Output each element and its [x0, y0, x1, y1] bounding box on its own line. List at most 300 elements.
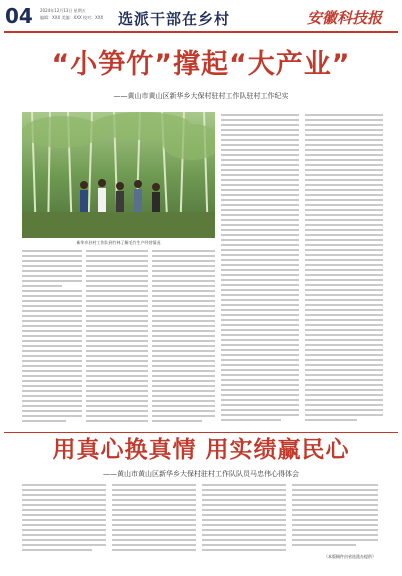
body-text-line [305, 259, 383, 261]
body-text-line [221, 239, 299, 241]
body-text-line [112, 534, 196, 536]
body-text-line [292, 529, 378, 531]
body-text-line [221, 329, 299, 331]
body-text-line [292, 504, 378, 506]
body-text-line [305, 179, 383, 181]
body-text-line [305, 379, 383, 381]
body-text-line [22, 549, 92, 551]
body-text-line [22, 519, 106, 521]
body-text-line [305, 369, 383, 371]
body-text-line [221, 114, 299, 116]
body-text-line [86, 405, 148, 407]
body-text-line [305, 239, 383, 241]
body-text-line [152, 295, 215, 297]
body-text-line [22, 325, 82, 327]
body-text-line [22, 340, 82, 342]
body-text-line [221, 419, 281, 421]
body-text-line [22, 300, 82, 302]
body-text-line [152, 290, 215, 292]
article-divider [4, 432, 398, 433]
body-text-line [221, 224, 299, 226]
body-text-line [86, 320, 148, 322]
body-text-line [22, 285, 62, 287]
body-text-line [202, 484, 286, 486]
body-text-line [221, 124, 299, 126]
body-text-line [86, 380, 148, 382]
body-text-line [305, 169, 383, 171]
body-text-line [221, 259, 299, 261]
body-text-line [152, 345, 215, 347]
body-text-line [221, 179, 299, 181]
body-text-line [305, 254, 383, 256]
body-text-line [22, 260, 82, 262]
body-text-line [86, 255, 148, 257]
body-text-line [22, 305, 82, 307]
body-text-line [22, 410, 82, 412]
body-text-line [86, 360, 148, 362]
body-text-line [22, 385, 82, 387]
body-text-line [202, 499, 286, 501]
body-text-line [221, 194, 299, 196]
article-1-column-3 [152, 248, 215, 428]
body-text-line [305, 349, 383, 351]
body-text-line [305, 149, 383, 151]
body-text-line [112, 494, 196, 496]
body-text-line [22, 400, 82, 402]
body-text-line [221, 304, 299, 306]
body-text-line [202, 539, 286, 541]
body-text-line [221, 264, 299, 266]
body-text-line [152, 335, 215, 337]
body-text-line [152, 350, 215, 352]
body-text-line [86, 340, 148, 342]
body-text-line [202, 549, 286, 551]
body-text-line [221, 284, 299, 286]
body-text-line [112, 529, 196, 531]
body-text-line [112, 489, 196, 491]
body-text-line [305, 224, 383, 226]
body-text-line [86, 260, 148, 262]
body-text-line [22, 345, 82, 347]
body-text-line [22, 295, 82, 297]
body-text-line [221, 174, 299, 176]
body-text-line [112, 509, 196, 511]
body-text-line [305, 264, 383, 266]
body-text-line [305, 389, 383, 391]
body-text-line [22, 330, 82, 332]
body-text-line [22, 275, 82, 277]
body-text-line [152, 415, 215, 417]
body-text-line [86, 315, 148, 317]
article-1-subheadline: ——黄山市黄山区新华乡大保村驻村工作队驻村工作纪实 [113, 92, 289, 100]
body-text-line [221, 269, 299, 271]
body-text-line [305, 334, 383, 336]
body-text-line [305, 404, 383, 406]
body-text-line [22, 390, 82, 392]
body-text-line [221, 169, 299, 171]
body-text-line [221, 364, 299, 366]
body-text-line [86, 275, 148, 277]
article-photo [22, 112, 215, 238]
body-text-line [22, 539, 106, 541]
body-text-line [305, 229, 383, 231]
body-text-line [86, 310, 148, 312]
body-text-line [86, 270, 148, 272]
body-text-line [221, 209, 299, 211]
body-text-line [86, 250, 148, 252]
body-text-line [152, 385, 215, 387]
body-text-line [86, 400, 148, 402]
body-text-line [292, 519, 378, 521]
body-text-line [305, 234, 383, 236]
body-text-line [305, 129, 383, 131]
body-text-line [221, 199, 299, 201]
body-text-line [22, 365, 82, 367]
body-text-line [221, 289, 299, 291]
body-text-line [221, 254, 299, 256]
body-text-line [22, 420, 66, 422]
body-text-line [202, 544, 286, 546]
body-text-line [152, 275, 215, 277]
body-text-line [86, 365, 148, 367]
body-text-line [305, 364, 383, 366]
body-text-line [22, 255, 82, 257]
body-text-line [221, 274, 299, 276]
body-text-line [152, 310, 215, 312]
section-title: 选派干部在乡村 [118, 10, 231, 28]
body-text-line [305, 419, 357, 421]
body-text-line [221, 309, 299, 311]
body-text-line [221, 159, 299, 161]
body-text-line [305, 399, 383, 401]
date-line: 2024年12月13日 星期五 [40, 8, 86, 13]
editor-line: 编辑：XXX 美编：XXX 校对：XXX [40, 15, 104, 20]
body-text-line [305, 409, 383, 411]
body-text-line [86, 335, 148, 337]
body-text-line [152, 315, 215, 317]
body-text-line [305, 279, 383, 281]
body-text-line [86, 390, 148, 392]
body-text-line [202, 534, 286, 536]
body-text-line [86, 355, 148, 357]
article-2-column-3 [202, 482, 286, 552]
body-text-line [221, 214, 299, 216]
body-text-line [86, 305, 148, 307]
body-text-line [221, 229, 299, 231]
body-text-line [305, 394, 383, 396]
body-text-line [86, 285, 148, 287]
body-text-line [22, 534, 106, 536]
body-text-line [112, 499, 196, 501]
page-number: 04 [5, 4, 33, 28]
body-text-line [22, 290, 82, 292]
article-2-column-4 [292, 482, 378, 548]
body-text-line [22, 405, 82, 407]
body-text-line [305, 344, 383, 346]
body-text-line [22, 489, 106, 491]
body-text-line [86, 290, 148, 292]
body-text-line [305, 299, 383, 301]
body-text-line [292, 494, 378, 496]
body-text-line [305, 134, 383, 136]
body-text-line [202, 529, 286, 531]
body-text-line [305, 284, 383, 286]
body-text-line [202, 524, 286, 526]
body-text-line [86, 345, 148, 347]
article-1-column-left [22, 248, 82, 428]
body-text-line [305, 374, 383, 376]
body-text-line [22, 529, 106, 531]
body-text-line [305, 289, 383, 291]
body-text-line [221, 334, 299, 336]
body-text-line [292, 534, 378, 536]
body-text-line [292, 499, 378, 501]
body-text-line [22, 395, 82, 397]
body-text-line [22, 370, 82, 372]
body-text-line [221, 374, 299, 376]
body-text-line [221, 384, 299, 386]
body-text-line [152, 390, 215, 392]
body-text-line [305, 339, 383, 341]
body-text-line [22, 484, 106, 486]
body-text-line [221, 409, 299, 411]
body-text-line [292, 514, 378, 516]
body-text-line [305, 184, 383, 186]
body-text-line [22, 494, 106, 496]
body-text-line [305, 199, 383, 201]
body-text-line [221, 324, 299, 326]
article-2-subheadline: ——黄山市黄山区新华乡大保村驻村工作队队员马忠伟心得体会 [103, 470, 299, 478]
body-text-line [221, 119, 299, 121]
body-text-line [22, 375, 82, 377]
body-text-line [152, 330, 215, 332]
body-text-line [22, 544, 106, 546]
body-text-line [112, 484, 196, 486]
body-text-line [221, 234, 299, 236]
body-text-line [152, 410, 215, 412]
body-text-line [86, 330, 148, 332]
body-text-line [305, 154, 383, 156]
body-text-line [221, 249, 299, 251]
body-text-line [305, 124, 383, 126]
article-1-column-middle [86, 248, 148, 428]
body-text-line [221, 359, 299, 361]
body-text-line [305, 144, 383, 146]
body-text-line [152, 375, 215, 377]
body-text-line [221, 319, 299, 321]
body-text-line [22, 499, 106, 501]
body-text-line [86, 350, 148, 352]
body-text-line [152, 285, 215, 287]
body-text-line [152, 365, 215, 367]
body-text-line [221, 219, 299, 221]
body-text-line [221, 354, 299, 356]
body-text-line [22, 514, 106, 516]
body-text-line [152, 400, 215, 402]
body-text-line [152, 380, 215, 382]
body-text-line [22, 310, 82, 312]
body-text-line [152, 320, 215, 322]
body-text-line [22, 335, 82, 337]
body-text-line [221, 389, 299, 391]
body-text-line [305, 324, 383, 326]
body-text-line [305, 189, 383, 191]
body-text-line [292, 509, 378, 511]
body-text-line [221, 279, 299, 281]
body-text-line [305, 274, 383, 276]
body-text-line [292, 544, 356, 546]
body-text-line [221, 394, 299, 396]
body-text-line [152, 280, 215, 282]
body-text-line [292, 489, 378, 491]
body-text-line [86, 395, 148, 397]
body-text-line [221, 299, 299, 301]
body-text-line [221, 164, 299, 166]
body-text-line [112, 524, 196, 526]
body-text-line [221, 244, 299, 246]
body-text-line [221, 134, 299, 136]
body-text-line [292, 524, 378, 526]
body-text-line [22, 415, 82, 417]
body-text-line [221, 339, 299, 341]
article-1-column-5 [305, 112, 383, 428]
body-text-line [86, 370, 148, 372]
body-text-line [152, 250, 215, 252]
body-text-line [221, 379, 299, 381]
body-text-line [305, 159, 383, 161]
body-text-line [86, 295, 148, 297]
body-text-line [221, 349, 299, 351]
body-text-line [86, 300, 148, 302]
body-text-line [305, 354, 383, 356]
header-rule [4, 31, 398, 33]
body-text-line [112, 549, 196, 551]
body-text-line [22, 250, 82, 252]
body-text-line [305, 249, 383, 251]
body-text-line [221, 314, 299, 316]
article-2-column-2 [112, 482, 196, 552]
article-1-column-4 [221, 112, 299, 428]
body-text-line [152, 370, 215, 372]
body-text-line [221, 189, 299, 191]
body-text-line [152, 260, 215, 262]
body-text-line [86, 385, 148, 387]
body-text-line [305, 214, 383, 216]
body-text-line [152, 360, 215, 362]
body-text-line [152, 405, 215, 407]
body-text-line [152, 270, 215, 272]
body-text-line [22, 504, 106, 506]
body-text-line [305, 244, 383, 246]
body-text-line [305, 119, 383, 121]
bamboo-forest-photo [22, 112, 215, 238]
body-text-line [22, 360, 82, 362]
body-text-line [305, 384, 383, 386]
body-text-line [112, 544, 196, 546]
body-text-line [152, 255, 215, 257]
body-text-line [305, 194, 383, 196]
body-text-line [152, 395, 215, 397]
body-text-line [221, 414, 299, 416]
body-text-line [112, 539, 196, 541]
body-text-line [202, 514, 286, 516]
body-text-line [202, 504, 286, 506]
body-text-line [305, 319, 383, 321]
body-text-line [305, 314, 383, 316]
body-text-line [152, 420, 202, 422]
body-text-line [22, 270, 82, 272]
body-text-line [305, 309, 383, 311]
body-text-line [22, 524, 106, 526]
body-text-line [305, 219, 383, 221]
body-text-line [152, 265, 215, 267]
body-text-line [305, 114, 383, 116]
body-text-line [292, 484, 378, 486]
body-text-line [221, 294, 299, 296]
body-text-line [221, 184, 299, 186]
body-text-line [112, 504, 196, 506]
body-text-line [152, 300, 215, 302]
body-text-line [202, 509, 286, 511]
body-text-line [22, 350, 82, 352]
body-text-line [221, 399, 299, 401]
body-text-line [221, 204, 299, 206]
body-text-line [292, 539, 378, 541]
body-text-line [305, 294, 383, 296]
body-text-line [22, 315, 82, 317]
source-note: （本版稿件由省选派办提供） [324, 554, 376, 559]
newspaper-masthead: 安徽科技报 [306, 9, 382, 27]
body-text-line [305, 204, 383, 206]
body-text-line [22, 265, 82, 267]
body-text-line [22, 509, 106, 511]
body-text-line [22, 380, 82, 382]
body-text-line [86, 415, 148, 417]
body-text-line [221, 144, 299, 146]
body-text-line [305, 269, 383, 271]
body-text-line [221, 154, 299, 156]
body-text-line [86, 280, 148, 282]
page-header [0, 0, 402, 34]
body-text-line [86, 410, 148, 412]
article-1-headline: “小笋竹”撑起“大产业” [51, 49, 351, 80]
body-text-line [152, 325, 215, 327]
body-text-line [202, 519, 286, 521]
body-text-line [152, 305, 215, 307]
body-text-line [221, 129, 299, 131]
body-text-line [221, 149, 299, 151]
body-text-line [202, 494, 286, 496]
body-text-line [86, 265, 148, 267]
body-text-line [22, 280, 82, 282]
body-text-line [305, 329, 383, 331]
body-text-line [86, 375, 148, 377]
body-text-line [86, 325, 148, 327]
body-text-line [22, 355, 82, 357]
article-2-headline: 用真心换真情 用实绩赢民心 [52, 437, 350, 463]
body-text-line [305, 414, 383, 416]
body-text-line [305, 209, 383, 211]
body-text-line [305, 174, 383, 176]
body-text-line [305, 359, 383, 361]
body-text-line [112, 519, 196, 521]
body-text-line [22, 320, 82, 322]
body-text-line [86, 420, 148, 422]
body-text-line [221, 139, 299, 141]
body-text-line [305, 304, 383, 306]
body-text-line [112, 514, 196, 516]
body-text-line [152, 340, 215, 342]
